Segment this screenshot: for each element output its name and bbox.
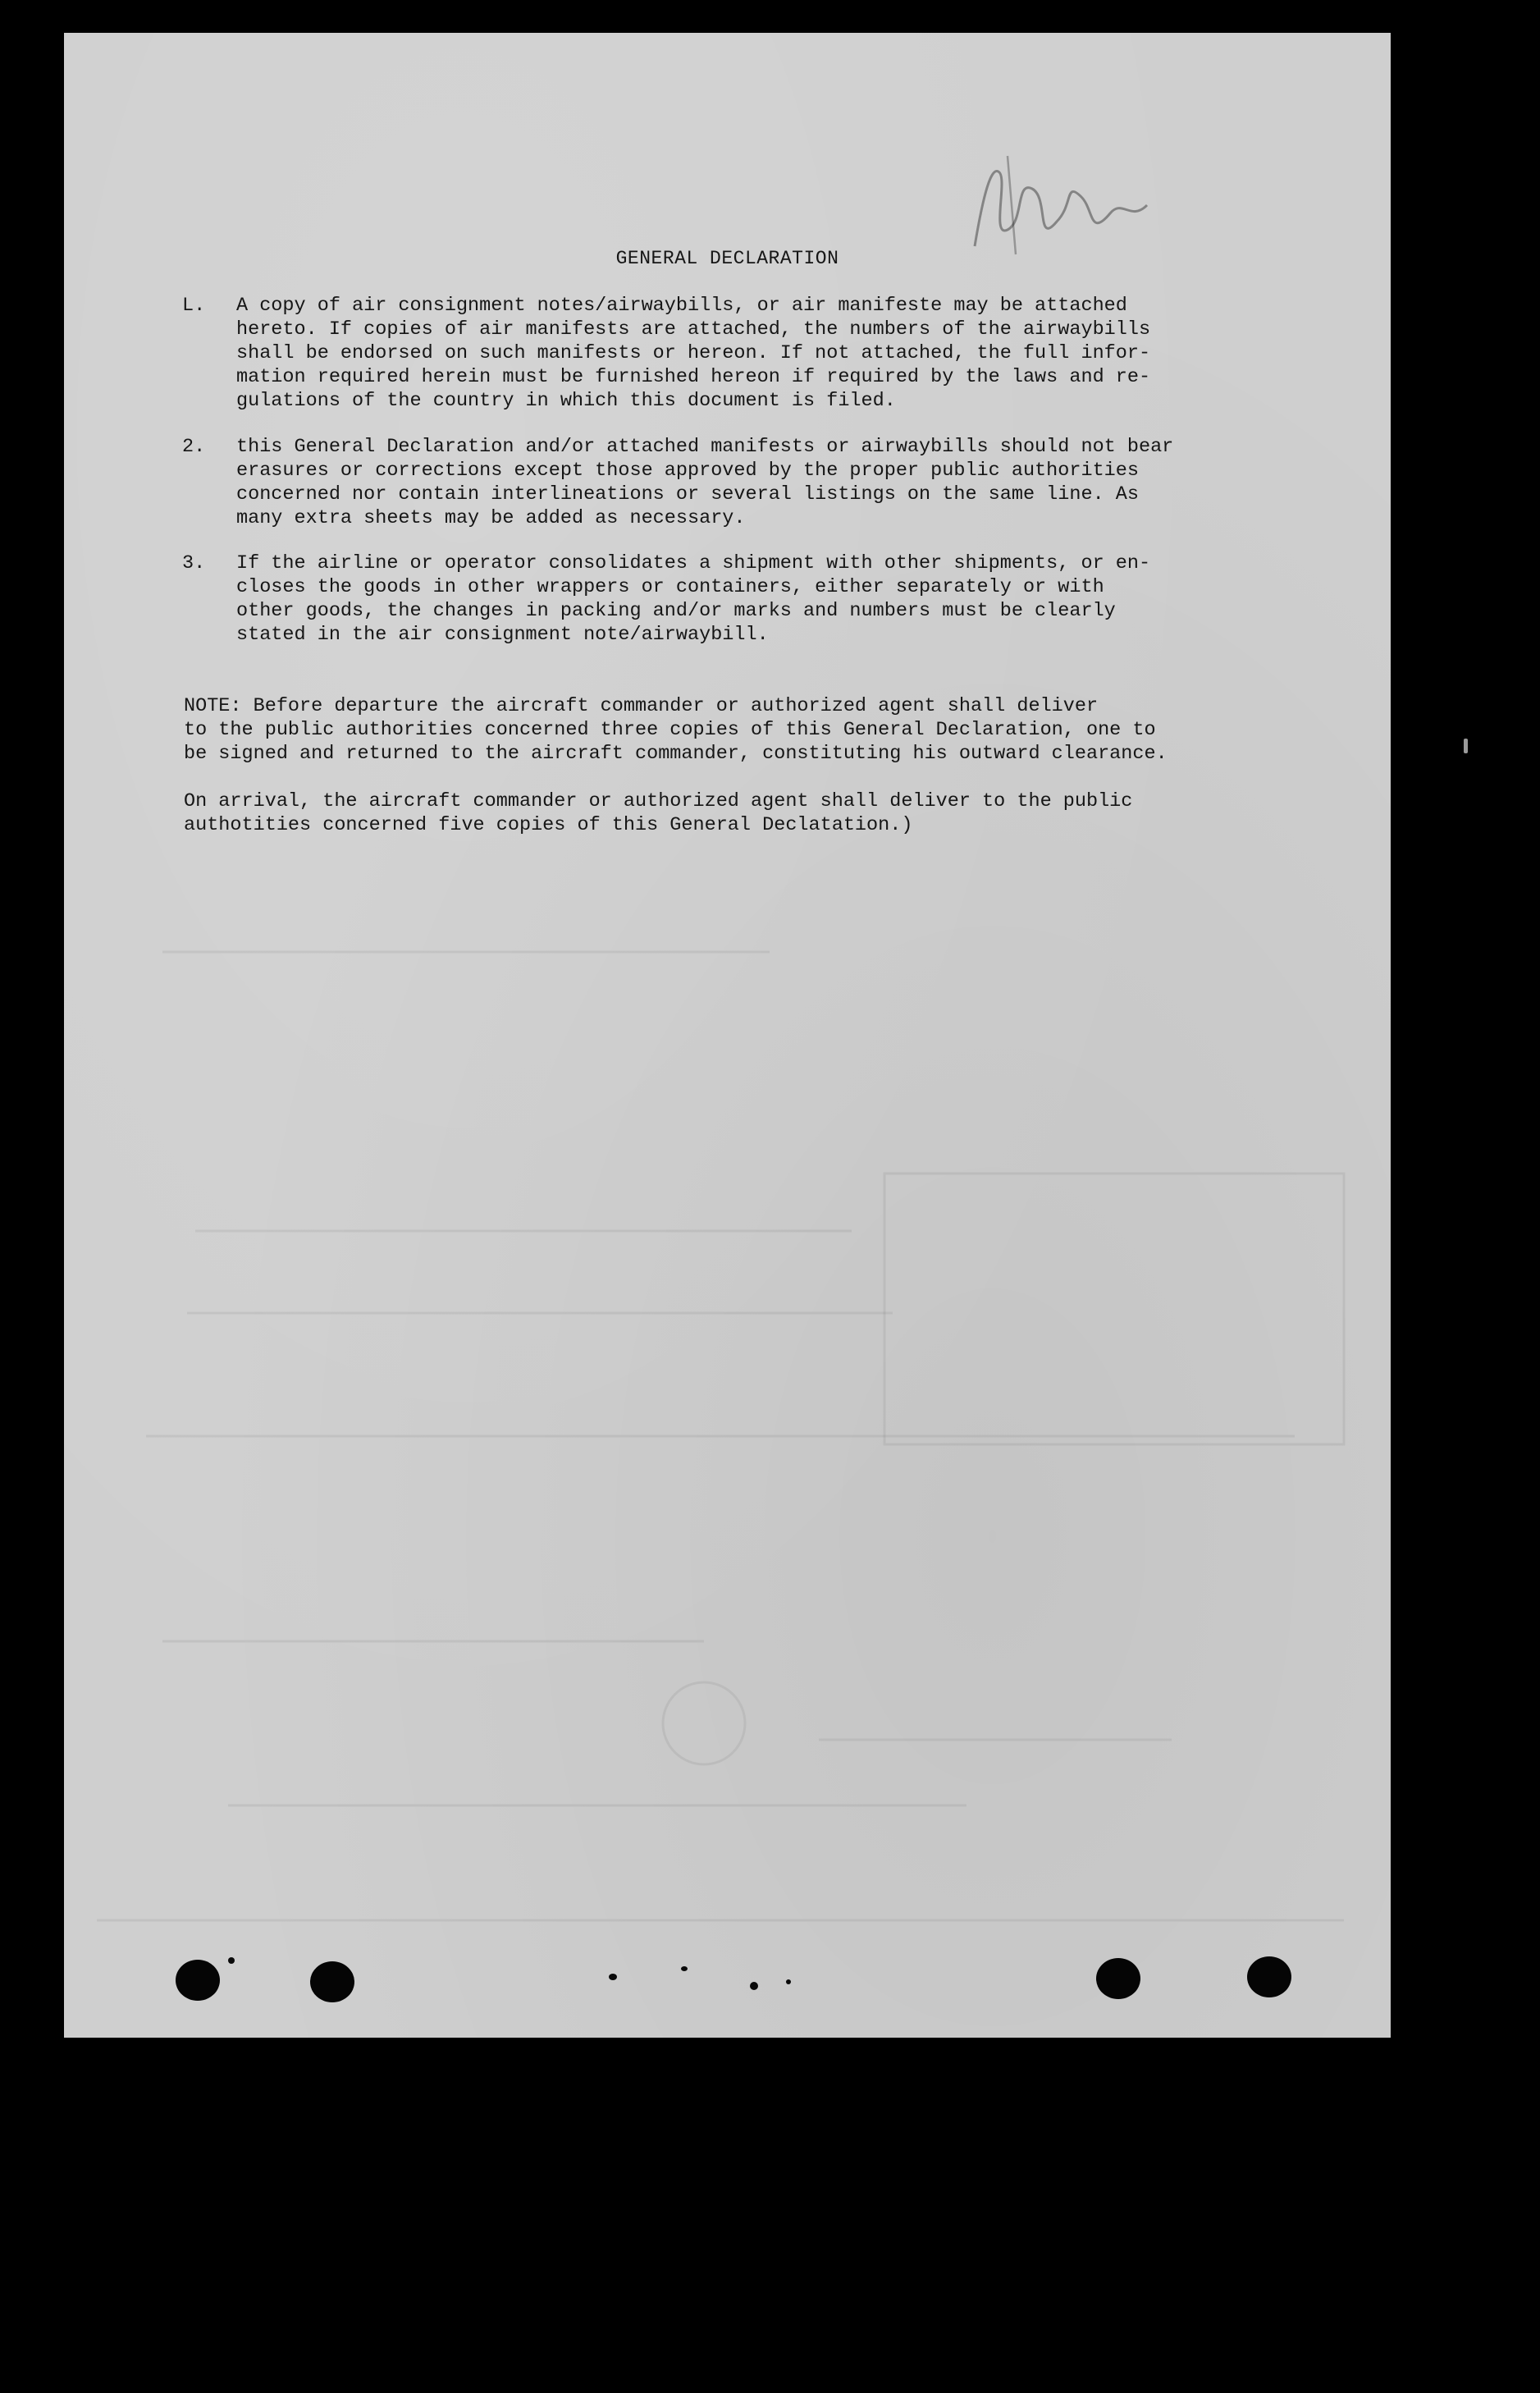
text-line: mation required herein must be furnished hereon if required by the laws and re- [236, 366, 1151, 388]
item-number: 2. [182, 436, 206, 458]
text-line: other goods, the changes in packing and/or marks and numbers must be clearly [236, 600, 1116, 622]
item-text [236, 435, 1173, 530]
text-line: gulations of the country in which this document is filed. [236, 390, 896, 412]
item-number: L. [182, 295, 206, 317]
text-line: many extra sheets may be added as necessary. [236, 507, 746, 529]
edge-mark [1464, 739, 1468, 753]
punch-hole-icon [1247, 1956, 1291, 1997]
speck [786, 1979, 791, 1984]
punch-hole-icon [176, 1960, 220, 2001]
arrival-paragraph [184, 789, 1132, 837]
speck [750, 1982, 758, 1990]
document-title: GENERAL DECLARATION [615, 248, 839, 269]
speck [609, 1974, 617, 1980]
item-text [236, 551, 1150, 647]
text-line: closes the goods in other wrappers or containers, either separately or with [236, 576, 1104, 598]
speck [681, 1966, 688, 1971]
handwritten-mark-icon [958, 148, 1155, 263]
text-line: NOTE: Before departure the aircraft commander or authorized agent shall deliver [184, 695, 1099, 717]
item-text [236, 294, 1150, 413]
text-line: concerned nor contain interlineations or several listings on the same line. As [236, 483, 1139, 506]
text-line: authotities concerned five copies of this General Declatation.) [184, 814, 913, 836]
text-line: hereto. If copies of air manifests are attached, the numbers of the airwaybills [236, 318, 1151, 341]
text-line: erasures or corrections except those approved by the proper public authorities [236, 460, 1139, 482]
punch-hole-icon [1096, 1958, 1140, 1999]
text-line: If the airline or operator consolidates a shipment with other shipments, or en- [236, 552, 1151, 574]
note-paragraph [184, 694, 1168, 766]
punch-hole-icon [310, 1961, 354, 2002]
text-line: stated in the air consignment note/airwaybill. [236, 624, 769, 646]
document-page [64, 33, 1391, 2038]
text-line: On arrival, the aircraft commander or authorized agent shall deliver to the public [184, 790, 1133, 812]
item-number: 3. [182, 552, 206, 574]
text-line: A copy of air consignment notes/airwaybills, or air manifeste may be attached [236, 295, 1127, 317]
text-line: shall be endorsed on such manifests or hereon. If not attached, the full infor- [236, 342, 1151, 364]
speck [228, 1957, 235, 1964]
text-line: this General Declaration and/or attached manifests or airwaybills should not bear [236, 436, 1174, 458]
text-line: be signed and returned to the aircraft commander, constituting his outward clearance. [184, 743, 1168, 765]
text-line: to the public authorities concerned three copies of this General Declaration, one to [184, 719, 1156, 741]
